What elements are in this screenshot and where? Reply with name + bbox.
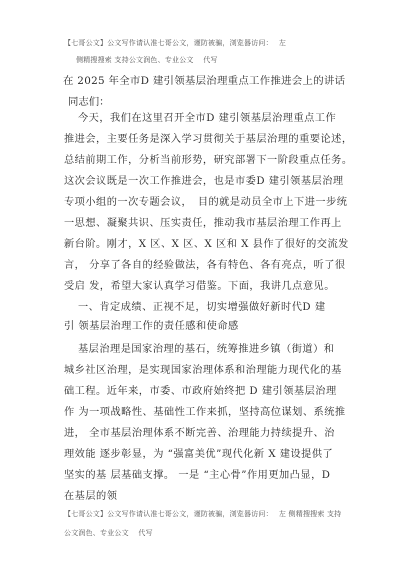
body-line: 一思想、凝聚共识、压实责任，推动我市基层治理工作再上 [64,218,342,229]
body-line: 城乡社区治理，是实现国家治理体系和治理能力现代化的基 [64,365,342,376]
section-heading: 引 领基层治理工作的责任感和使命感 [64,321,239,332]
body-line: 理效能 逐步彰显，为 “强富美优”现代化新 X 建设提供了 [64,449,334,460]
body-line: 言， 分享了各自的经验做法，各有特色、各有亮点，听了很 [64,260,346,271]
body-line: 础工程。近年来，市委、市政府始终把 D 建引领基层治理 [64,386,337,397]
body-line: 受启 发，希望大家认真学习借鉴。下面，我讲几点意见。 [64,281,335,292]
body-line: 这次会议既是一次工作推进会，也是市委D 建引领基层治理 [64,176,344,187]
body-line: 进， 全市基层治理体系不断完善、治理能力持续提升、治 [64,428,335,439]
section-heading: 一、肯定成绩、正视不足，切实增强做好新时代D 建 [78,302,326,313]
body-line: 新台阶。刚才，X 区、X 区、X 区和 X 县作了很好的交流发 [64,239,349,250]
footer-line-2: 公文润色、专业公文 代写 [64,529,153,537]
body-line: 今天，我们在这里召开全市D 建引领基层治理重点工作 [78,113,337,124]
body-line: 总结前期工作，分析当前形势，研究部署下一阶段重点任务。 [64,155,353,166]
header-line-2: 侧精搜搜索 支持公文润色、专业公文 代写 [76,56,218,64]
body-line: 在基层的领 [64,491,118,502]
body-line: 推进会，主要任务是深入学习贯彻关于基层治理的重要论述， [64,134,353,145]
footer-line-1: 【七哥公文】公文写作请认准七哥公文，谨防被骗，浏览器访问： 左 侧精搜搜索 支持 [64,510,342,518]
document-title: 在 2025 年全市D 建引领基层治理重点工作推进会上的讲话 [63,75,346,87]
body-line: 作 为一项战略性、基础性工作来抓，坚持高位谋划、系统推 [64,407,346,418]
body-line: 基层治理是国家治理的基石，统筹推进乡镇（街道）和 [78,344,335,355]
salutation: 同志们： [68,96,110,108]
header-line-1: 【七哥公文】公文写作请认准七哥公文，谨防被骗，浏览器访问： 左 [64,39,287,47]
body-line: 坚实的基 层基础支撑。 一是 “主心骨”作用更加凸显，D [64,470,331,481]
body-line: 专项小组的一次专题会议， 目的就是动员全市上下进一步统 [64,197,348,208]
